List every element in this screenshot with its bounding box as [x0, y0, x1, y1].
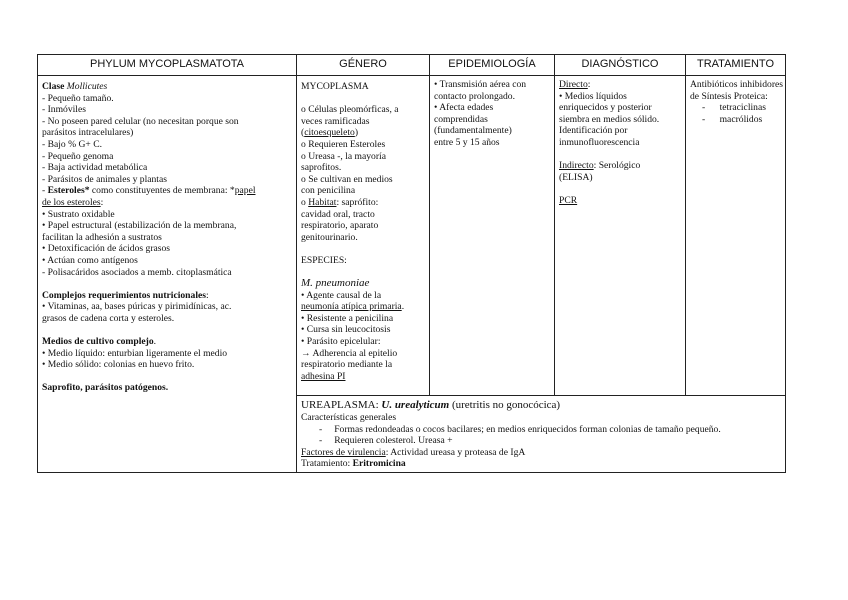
list-item: • Afecta edades: [434, 102, 494, 114]
list-item: contacto prolongado.: [434, 90, 515, 102]
header-phylum: PHYLUM MYCOPLASMATOTA: [38, 55, 297, 76]
list-item: - macrólidos: [702, 113, 763, 125]
directo-line: Directo:: [559, 79, 591, 90]
list-item: cavidad oral, tracto: [301, 208, 375, 220]
list-item: - Baja actividad metabólica: [42, 162, 148, 174]
list-item: • Papel estructural (estabilización de la membrana,: [42, 220, 237, 232]
list-item: - No poseen pared celular (no necesitan porque son: [42, 115, 239, 127]
carac-title: Características generales: [301, 412, 397, 424]
mycoplasma-title: MYCOPLASMA: [301, 81, 369, 92]
list-item: o Ureasa -, la mayoría: [301, 150, 386, 162]
list-item: - Pequeño genoma: [42, 150, 114, 162]
list-item: - Requieren colesterol. Ureasa +: [319, 435, 453, 447]
epidemiologia-cell: [430, 76, 555, 396]
list-item: • Sustrato oxidable: [42, 208, 115, 220]
list-item: entre 5 y 15 años: [434, 136, 500, 148]
list-item: parásitos intracelulares): [42, 127, 134, 139]
list-item: inmunofluorescencia: [559, 136, 640, 148]
list-item: - Pequeño tamaño.: [42, 92, 114, 104]
header-row: [38, 55, 786, 76]
citoesqueleto-line: (citoesqueleto): [301, 127, 359, 139]
list-item: respiratorio, aparato: [301, 220, 379, 232]
tratamiento-cell: [686, 76, 786, 396]
list-item: facilitan la adhesión a sustratos: [42, 231, 162, 243]
header-tratamiento: TRATAMIENTO: [686, 55, 786, 76]
list-item: - Polisacáridos asociados a memb. citoplasmática: [42, 266, 232, 278]
header-epidemiologia: EPIDEMIOLOGÍA: [430, 55, 555, 76]
list-item: • Transmisión aérea con: [434, 79, 527, 90]
list-item: • Parásito epicelular:: [301, 336, 381, 348]
pcr-line: PCR: [559, 194, 578, 206]
esteroles-line: - Esteroles* como constituyentes de membrana: *papel: [42, 185, 256, 197]
features-b-list: [42, 209, 292, 279]
list-item: saprofitos.: [301, 162, 342, 174]
list-item: - Bajo % G+ C.: [42, 138, 103, 150]
list-item: genitourinario.: [301, 231, 358, 243]
features-a-list: [42, 93, 292, 186]
ureaplasma-title: UREAPLASMA: U. urealyticum (uretritis no gonocócica): [301, 399, 561, 412]
list-item: • Agente causal de la: [301, 289, 382, 301]
list-item: • Medio líquido: enturbian ligeramente el medio: [42, 347, 228, 359]
list-item: o Se cultivan en medios: [301, 173, 393, 185]
papel-link: papel: [234, 185, 256, 197]
list-item: con penicilina: [301, 185, 356, 197]
list-item: → Adherencia al epitelio: [301, 347, 398, 359]
header-diagnostico: DIAGNÓSTICO: [555, 55, 686, 76]
clase-line: Clase Mollicutes: [42, 81, 108, 92]
complejos-title: Complejos requerimientos nutricionales:: [42, 289, 209, 301]
mycoplasma-table: [37, 54, 786, 473]
list-item: • Medio sólido: colonias en huevo frito.: [42, 359, 195, 371]
saprofito-line: Saprofito, parásitos patógenos.: [42, 382, 169, 394]
list-item: - Parásitos de animales y plantas: [42, 173, 167, 185]
list-item: siembra en medios sólido.: [559, 113, 660, 125]
m-pneumoniae-title: M. pneumoniae: [301, 277, 370, 290]
list-item: • Vitaminas, aa, bases púricas y pirimidínicas, ac.: [42, 301, 232, 313]
list-item: o Células pleomórficas, a: [301, 104, 399, 116]
list-item: enriquecidos y posterior: [559, 102, 652, 114]
adhesina-line: adhesina PI: [301, 370, 346, 382]
list-item: comprendidas: [434, 113, 488, 125]
list-item: • Detoxificación de ácidos grasos: [42, 243, 171, 255]
list-item: - tetraciclinas: [702, 102, 766, 114]
list-item: • Medios líquidos: [559, 90, 627, 102]
medios-title: Medios de cultivo complejo.: [42, 336, 157, 348]
list-item: o Requieren Esteroles: [301, 138, 386, 150]
ureaplasma-cell: [297, 396, 786, 473]
neumonia-line: neumonía atípica primaria.: [301, 301, 405, 313]
list-item: respiratorio mediante la: [301, 359, 393, 371]
genero-cell: [297, 76, 430, 396]
mycoplasma-row: [38, 76, 786, 396]
list-item: Identificación por: [559, 125, 628, 137]
list-item: veces ramificadas: [301, 115, 370, 127]
tratamiento-line-2: de Síntesis Proteica:: [690, 90, 768, 102]
list-item: grasos de cadena corta y esteroles.: [42, 312, 175, 324]
list-item: - Formas redondeadas o cocos bacilares; en medios enriquecidos forman colonias de tamaño pequeño.: [319, 423, 721, 435]
tratamiento-line-1: Antibióticos inhibidores: [690, 79, 784, 90]
list-item: - Inmóviles: [42, 104, 86, 116]
elisa-line: (ELISA): [559, 171, 593, 183]
list-item: • Actúan como antígenos: [42, 254, 138, 266]
habitat-line: o Habitat: saprófito:: [301, 196, 379, 208]
esteroles-line-2: de los esteroles:: [42, 196, 104, 208]
especies-title: ESPECIES:: [301, 254, 347, 266]
phylum-cell: [38, 76, 297, 473]
list-item: • Cursa sin leucocitosis: [301, 324, 391, 336]
indirecto-line: Indirecto: Serológico: [559, 160, 641, 172]
tratamiento-ureaplasma-line: Tratamiento: Eritromicina: [301, 458, 406, 470]
list-item: (fundamentalmente): [434, 125, 512, 137]
header-genero: GÉNERO: [297, 55, 430, 76]
diagnostico-cell: [555, 76, 686, 396]
list-item: • Resistente a penicilina: [301, 312, 394, 324]
factores-line: Factores de virulencia: Actividad ureasa y proteasa de IgA: [301, 446, 526, 458]
